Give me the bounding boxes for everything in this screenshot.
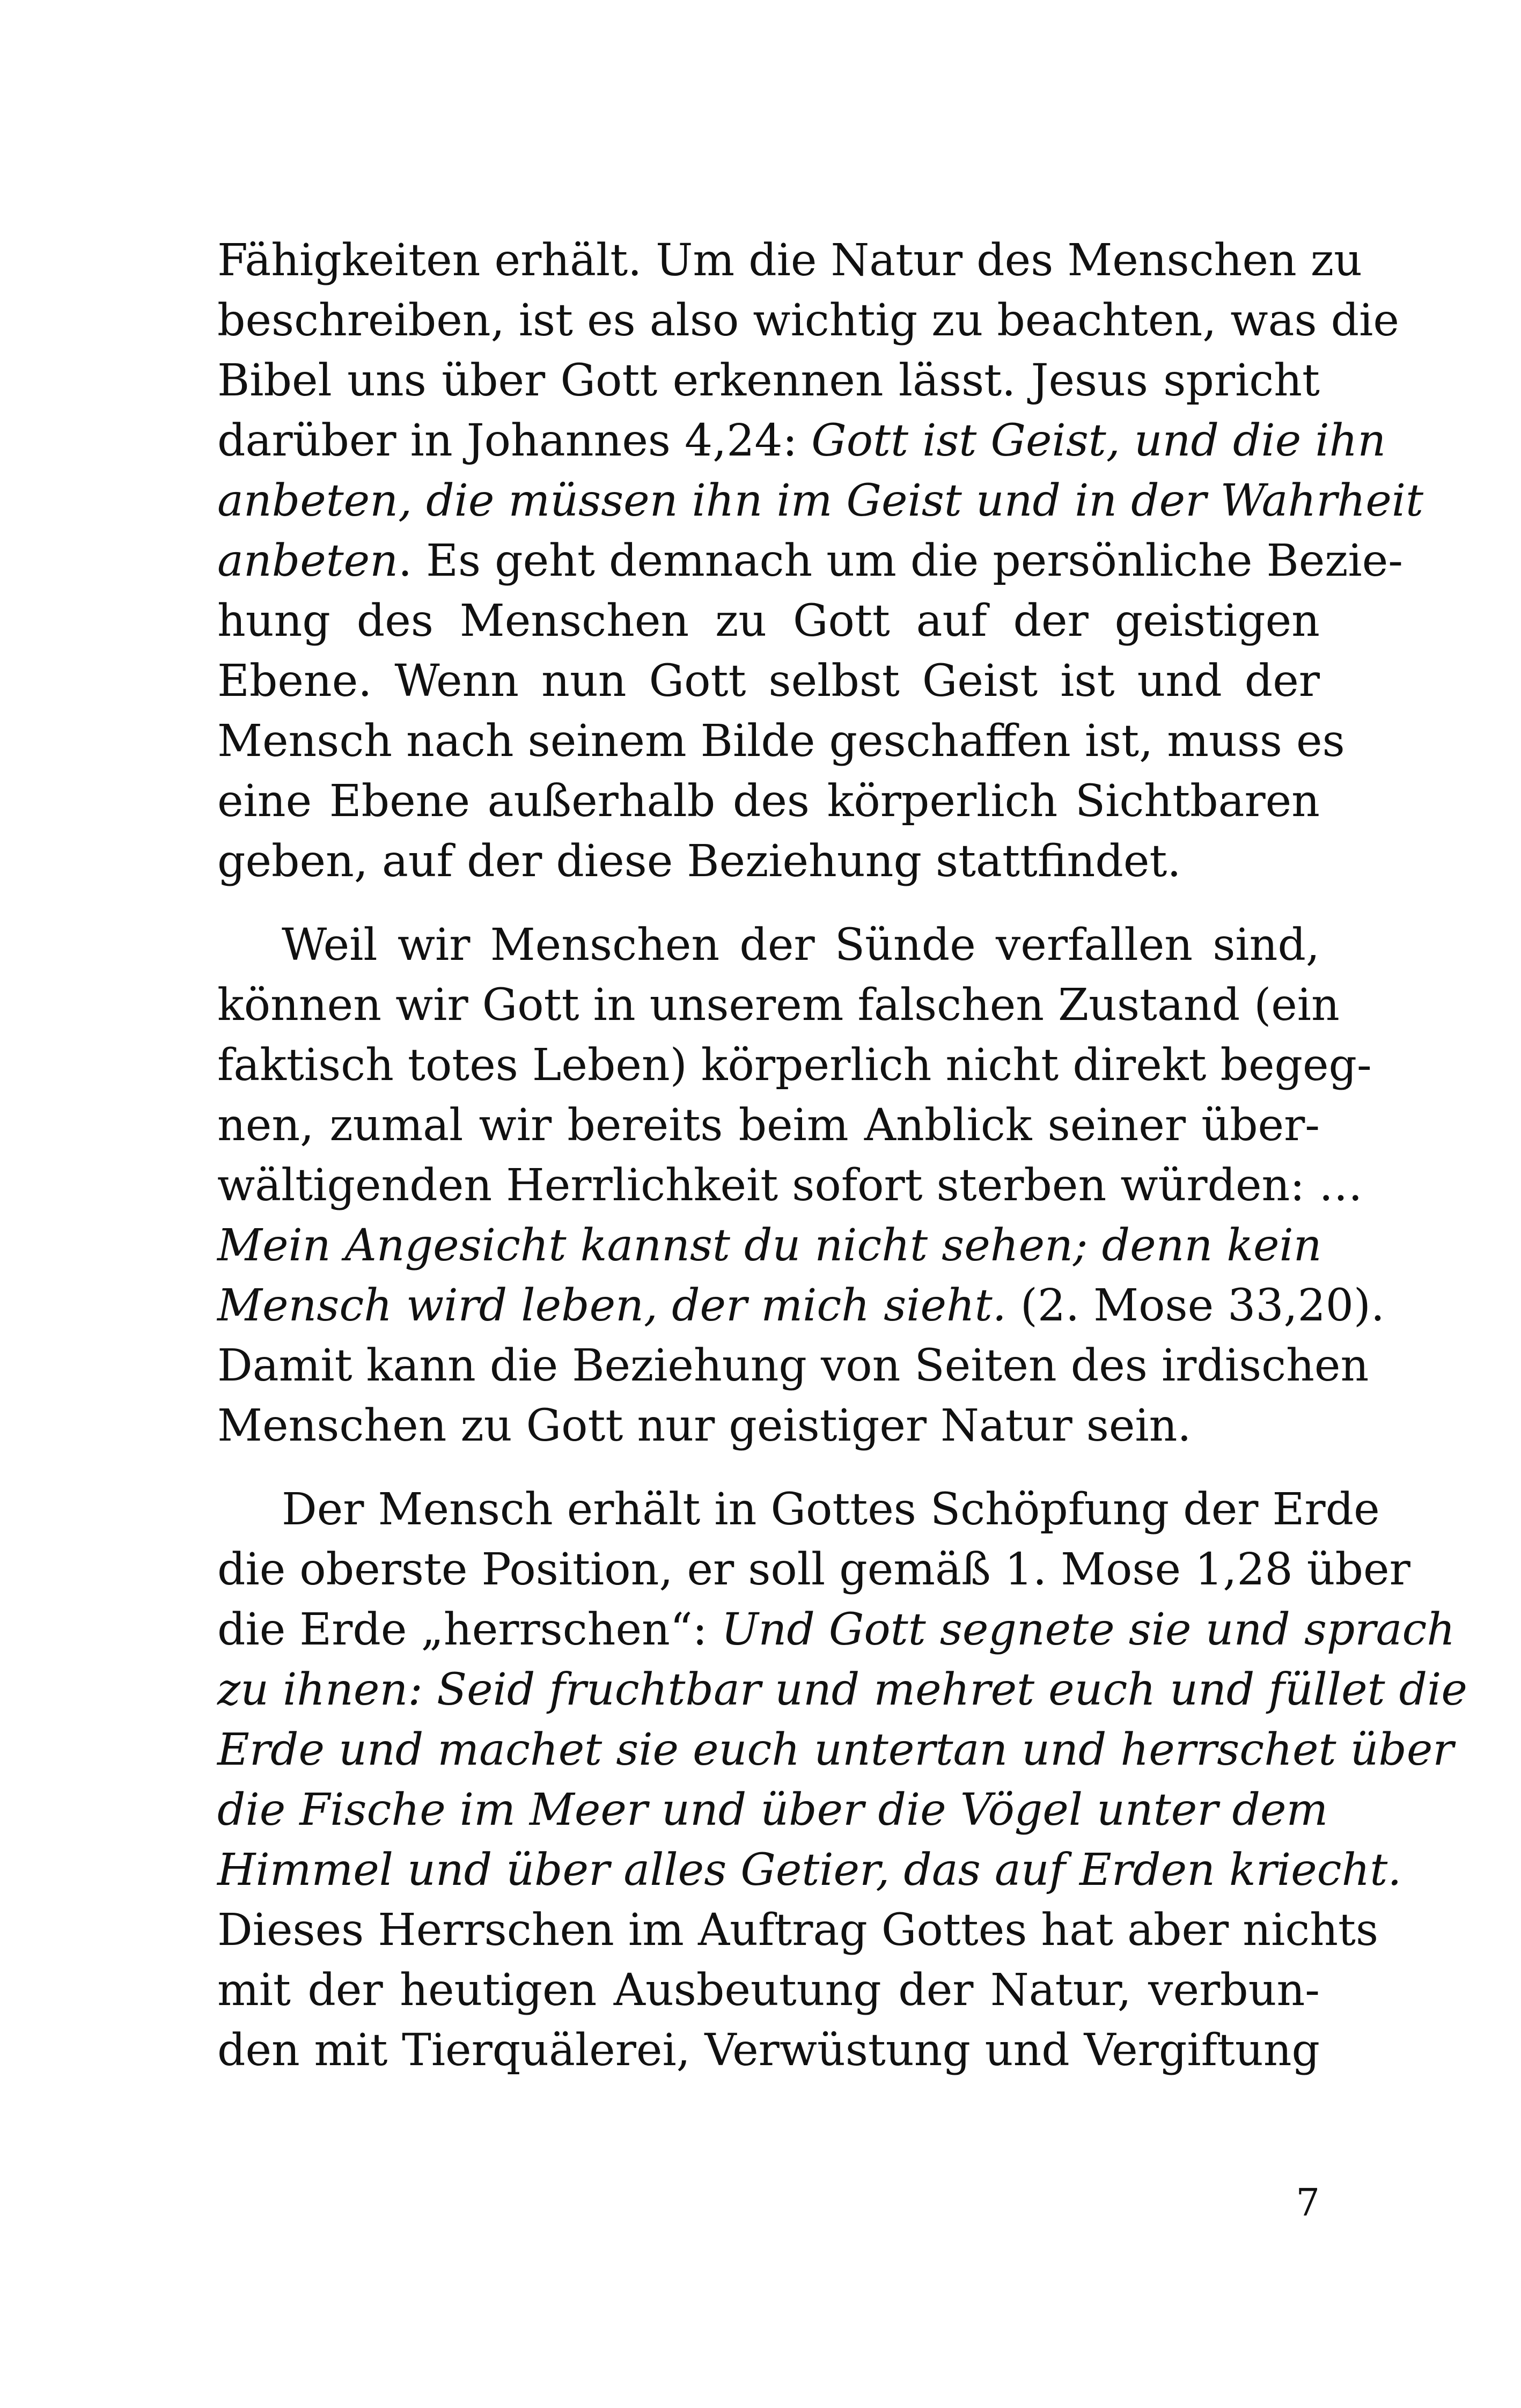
page-body	[217, 231, 1467, 2081]
text-line	[217, 1780, 1328, 1840]
text-line: mit der heutigen Ausbeutung der Natur, verbun-	[217, 1965, 1320, 2016]
text-line: hung des Menschen zu Gott auf der geistigen	[217, 596, 1320, 647]
bible-quote: die Fische im Meer und über die Vögel unter dem	[217, 1785, 1328, 1836]
text-span: (2. Mose 33,20).	[1006, 1280, 1385, 1331]
paragraph	[217, 1480, 1467, 2081]
text-line	[217, 471, 1424, 531]
text-line: Dieses Herrschen im Auftrag Gottes hat aber nichts	[217, 1905, 1379, 1956]
paragraph	[217, 915, 1385, 1456]
text-line	[217, 1720, 1454, 1780]
text-span: . Es geht demnach um die persönliche Bezie-	[398, 535, 1403, 586]
text-line	[217, 1840, 1402, 1900]
text-span: darüber in Johannes 4,24:	[217, 415, 812, 466]
bible-quote: Erde und machet sie euch untertan und herrschet über	[217, 1724, 1454, 1775]
text-line: Der Mensch erhält in Gottes Schöpfung der Erde	[282, 1484, 1380, 1535]
text-line: den mit Tierquälerei, Verwüstung und Vergiftung	[217, 2025, 1320, 2076]
text-line	[217, 1600, 1456, 1660]
text-span: die Erde „herrschen“:	[217, 1604, 722, 1655]
bible-quote: anbeten	[217, 535, 399, 586]
bible-quote: zu ihnen: Seid fruchtbar und mehret euch und füllet die	[217, 1664, 1467, 1715]
text-line: nen, zumal wir bereits beim Anblick seiner über-	[217, 1100, 1320, 1151]
page-number: 7	[1296, 2181, 1320, 2225]
text-line: geben, auf der diese Beziehung stattfindet.	[217, 836, 1181, 887]
bible-quote: Himmel und über alles Getier, das auf Erden kriecht.	[217, 1845, 1402, 1896]
bible-quote: Gott ist Geist, und die ihn	[811, 415, 1386, 466]
bible-quote: Mein Angesicht kannst du nicht sehen; denn kein	[217, 1220, 1322, 1271]
bible-quote: Mensch wird leben, der mich sieht.	[217, 1280, 1006, 1331]
bible-quote: anbeten, die müssen ihn im Geist und in der Wahrheit	[217, 475, 1424, 526]
text-line: Menschen zu Gott nur geistiger Natur sein.	[217, 1400, 1192, 1451]
text-line: Weil wir Menschen der Sünde verfallen sind,	[282, 920, 1320, 971]
bible-quote: Und Gott segnete sie und sprach	[721, 1604, 1456, 1655]
paragraph	[217, 231, 1424, 892]
paragraph-spacer	[217, 892, 1320, 915]
text-line: Mensch nach seinem Bilde geschaffen ist, muss es	[217, 716, 1345, 767]
text-line	[217, 411, 1386, 471]
text-line: eine Ebene außerhalb des körperlich Sichtbaren	[217, 776, 1320, 827]
text-line: wältigenden Herrlichkeit sofort sterben würden: …	[217, 1160, 1363, 1211]
text-line: Bibel uns über Gott erkennen lässt. Jesus spricht	[217, 355, 1320, 406]
text-line: Ebene. Wenn nun Gott selbst Geist ist und der	[217, 656, 1320, 707]
text-line: beschreiben, ist es also wichtig zu beachten, was die	[217, 295, 1399, 346]
text-line	[217, 1276, 1385, 1336]
text-line: können wir Gott in unserem falschen Zustand (ein	[217, 980, 1340, 1031]
text-line	[217, 531, 1403, 591]
text-line: Fähigkeiten erhält. Um die Natur des Menschen zu	[217, 235, 1362, 286]
text-line: faktisch totes Leben) körperlich nicht direkt begeg-	[217, 1040, 1372, 1091]
text-line	[217, 1660, 1467, 1720]
text-line: Damit kann die Beziehung von Seiten des irdischen	[217, 1340, 1369, 1391]
paragraph-spacer	[217, 1456, 1320, 1480]
text-line: die oberste Position, er soll gemäß 1. Mose 1,28 über	[217, 1544, 1410, 1595]
text-line	[217, 1216, 1320, 1276]
